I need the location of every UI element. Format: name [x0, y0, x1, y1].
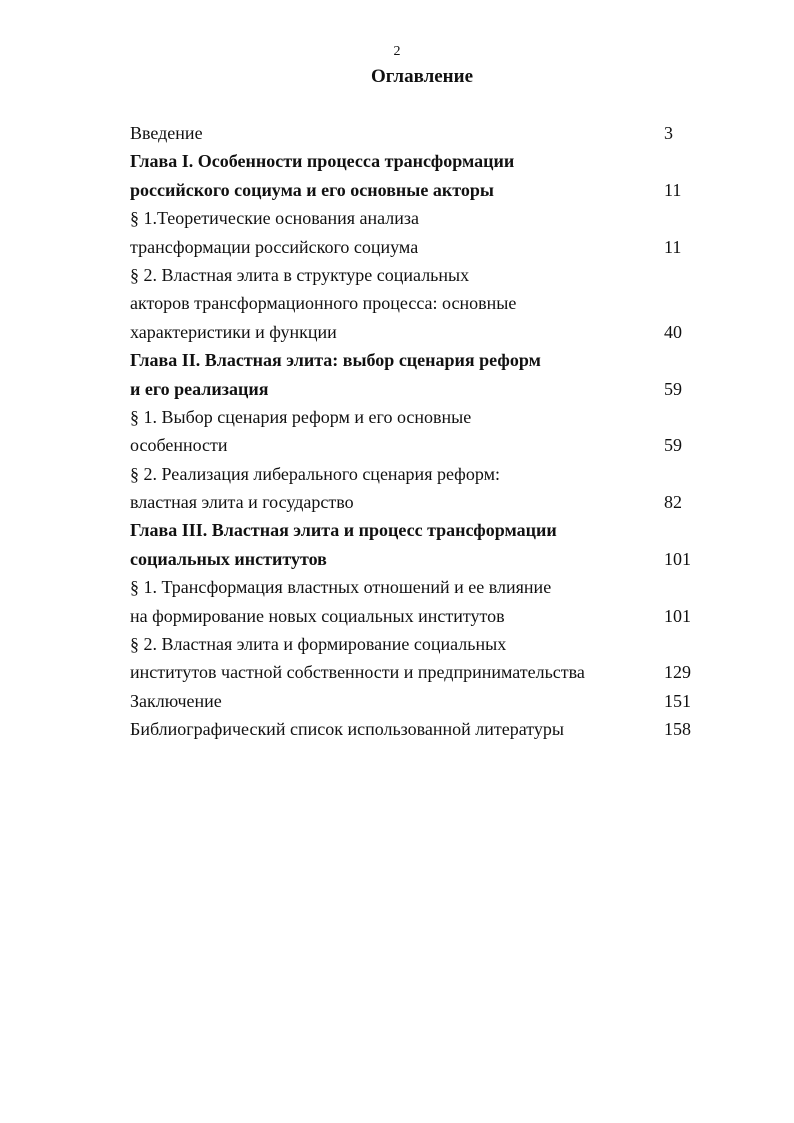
- toc-entry: [130, 431, 700, 459]
- toc-entry-text: Глава I. Особенности процесса трансформации: [130, 151, 515, 172]
- toc-entry: [130, 687, 700, 715]
- toc-entry-text: § 1. Трансформация властных отношений и ее влияние: [130, 577, 552, 598]
- toc-entry-text: Заключение: [130, 690, 222, 711]
- toc-entry: [130, 403, 700, 431]
- toc-entry-text: особенности: [130, 435, 228, 456]
- toc-entry-text: властная элита и государство: [130, 492, 354, 513]
- toc-entry-text: и его реализация: [130, 378, 269, 399]
- toc-entry-text: Глава II. Властная элита: выбор сценария реформ: [130, 350, 541, 371]
- toc-entry-text: § 2. Властная элита в структуре социальных: [130, 264, 470, 285]
- toc-entry: [130, 516, 700, 544]
- toc-entry: [130, 147, 700, 175]
- toc-entry-text: на формирование новых социальных институтов: [130, 605, 505, 626]
- toc-entry: [130, 573, 700, 601]
- toc-entry: [130, 289, 700, 317]
- toc-entry: [130, 545, 700, 573]
- toc-entry-text: Глава III. Властная элита и процесс трансформации: [130, 520, 557, 541]
- toc-entry-page-number: 158: [664, 719, 691, 740]
- toc-entry-page-number: 101: [664, 605, 691, 626]
- toc-entry-text: § 2. Властная элита и формирование социальных: [130, 634, 507, 655]
- toc-entry-page-number: 59: [664, 378, 682, 399]
- toc-entry-text: социальных институтов: [130, 548, 327, 569]
- toc-entry: [130, 204, 700, 232]
- table-of-contents: [130, 119, 700, 744]
- toc-entry-page-number: 3: [664, 123, 673, 143]
- toc-entry-text: характеристики и функции: [130, 321, 337, 342]
- toc-entry: [130, 233, 700, 261]
- toc-entry-text: трансформации российского социума: [130, 236, 419, 257]
- toc-entry: [130, 658, 700, 686]
- toc-entry: [130, 375, 700, 403]
- toc-entry-page-number: 129: [664, 662, 691, 683]
- toc-entry: [130, 602, 700, 630]
- toc-entry-page-number: 151: [664, 690, 691, 711]
- toc-entry-text: институтов частной собственности и предпринимательства: [130, 662, 585, 683]
- toc-entry-page-number: 11: [664, 179, 682, 200]
- toc-entry: [130, 715, 700, 743]
- toc-entry-page-number: 11: [664, 236, 682, 257]
- toc-entry: [130, 318, 700, 346]
- toc-entry: [130, 119, 700, 147]
- toc-entry-page-number: 59: [664, 435, 682, 456]
- toc-entry: [130, 261, 700, 289]
- toc-entry-text: акторов трансформационного процесса: основные: [130, 293, 517, 314]
- toc-entry-page-number: 82: [664, 492, 682, 513]
- toc-entry-text: § 1.Теоретические основания анализа: [130, 208, 419, 229]
- toc-entry: [130, 460, 700, 488]
- toc-entry-text: § 1. Выбор сценария реформ и его основные: [130, 406, 472, 427]
- page-title: Оглавление: [370, 66, 474, 87]
- toc-entry-text: Библиографический список использованной литературы: [130, 719, 565, 740]
- toc-entry-text: Введение: [130, 123, 203, 143]
- toc-entry: [130, 346, 700, 374]
- toc-entry-text: § 2. Реализация либерального сценария реформ:: [130, 463, 500, 484]
- toc-entry-page-number: 40: [664, 321, 682, 342]
- page-number: 2: [393, 44, 401, 59]
- toc-entry: [130, 176, 700, 204]
- toc-entry: [130, 630, 700, 658]
- toc-entry-text: российского социума и его основные акторы: [130, 179, 494, 200]
- toc-entry-page-number: 101: [664, 548, 691, 569]
- toc-entry: [130, 488, 700, 516]
